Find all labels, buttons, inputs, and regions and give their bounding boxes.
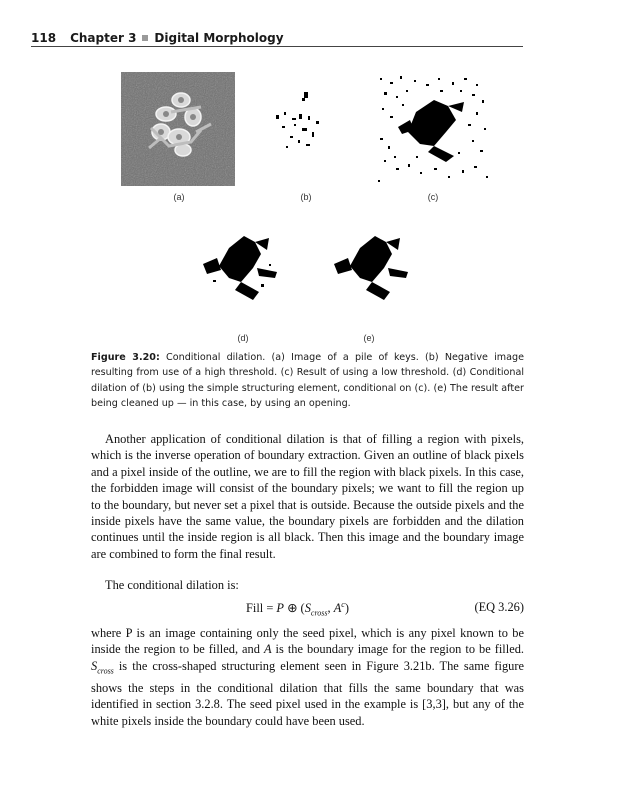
panel-label-c: (c) (427, 192, 439, 202)
header-separator (142, 35, 148, 41)
figure-panel-d (199, 228, 294, 313)
figure-panel-b (264, 88, 334, 158)
equation-number: (EQ 3.26) (474, 600, 524, 614)
paragraph-2 (91, 577, 524, 593)
paragraph-2-text: The conditional dilation is: (105, 578, 239, 592)
equation-expression: Fill = P ⊕ ($S_{cross}$, $A^c$) (246, 600, 349, 618)
paragraph-1-text: Another application of conditional dilation is that of filling a region with pixels, which is the inverse operation of boundary extraction. Given an outline of black pixels and a pixel inside of the outline, we are to fill the region with black pixels. In this case, the forbidden image will consist of the boundary pixels; we want to fill the region up to the boundary, but never set a pixel that is outside. Because the outside pixels and the inside pixels have the same value, the boundary pixels are forbidden and the dilation continues until the inside region is all black. Then this image and the boundary image are combined to form the final result. (91, 432, 524, 561)
paragraph-3 (91, 625, 524, 729)
chapter-label: Chapter 3 (70, 31, 137, 45)
p3-part-3: is the cross-shaped structuring element seen in Figure 3.21b. The same figure shows the steps in the conditional dilation that fills the same boundary that was identified in section 3.2.8. The seed pixel used in the example is [3,3], but any of the white pixels inside the boundary could have been used. (91, 658, 524, 728)
figure-panel-c (376, 72, 491, 187)
figure-panel-a (121, 72, 235, 186)
p3-part-2: is the boundary image for the region to be filled. (271, 642, 524, 657)
panel-label-a: (a) (173, 192, 185, 202)
panel-label-b: (b) (300, 192, 312, 202)
p3-sub-cross: cross (97, 666, 114, 676)
panel-label-d: (d) (237, 333, 249, 343)
p3-part-1: where P is an image containing only the seed pixel, which is any pixel known to be inside the region to be filled, and (91, 626, 524, 657)
panel-label-e: (e) (363, 333, 375, 343)
page-number: 118 (31, 31, 57, 45)
figure-number: Figure 3.20: (91, 352, 160, 363)
figure-panel-e (330, 228, 425, 313)
p3-var-s: S (91, 658, 98, 673)
paragraph-1 (91, 431, 524, 562)
figure-caption (91, 350, 524, 412)
p3-var-a: A (263, 642, 272, 657)
caption-text: Conditional dilation. (a) Image of a pile of keys. (b) Negative image resulting from use of a high threshold. (c) Result of using a low threshold. (d) Conditional dilation of (b) using the simple structuring element, conditional on (c). (e) The result after being cleaned up — in this case, by using an opening. (91, 352, 525, 410)
running-header (31, 31, 523, 45)
paragraph-3-text (91, 625, 524, 729)
chapter-title: Digital Morphology (154, 31, 284, 45)
header-rule (31, 46, 523, 47)
equation-3-26 (91, 600, 524, 618)
